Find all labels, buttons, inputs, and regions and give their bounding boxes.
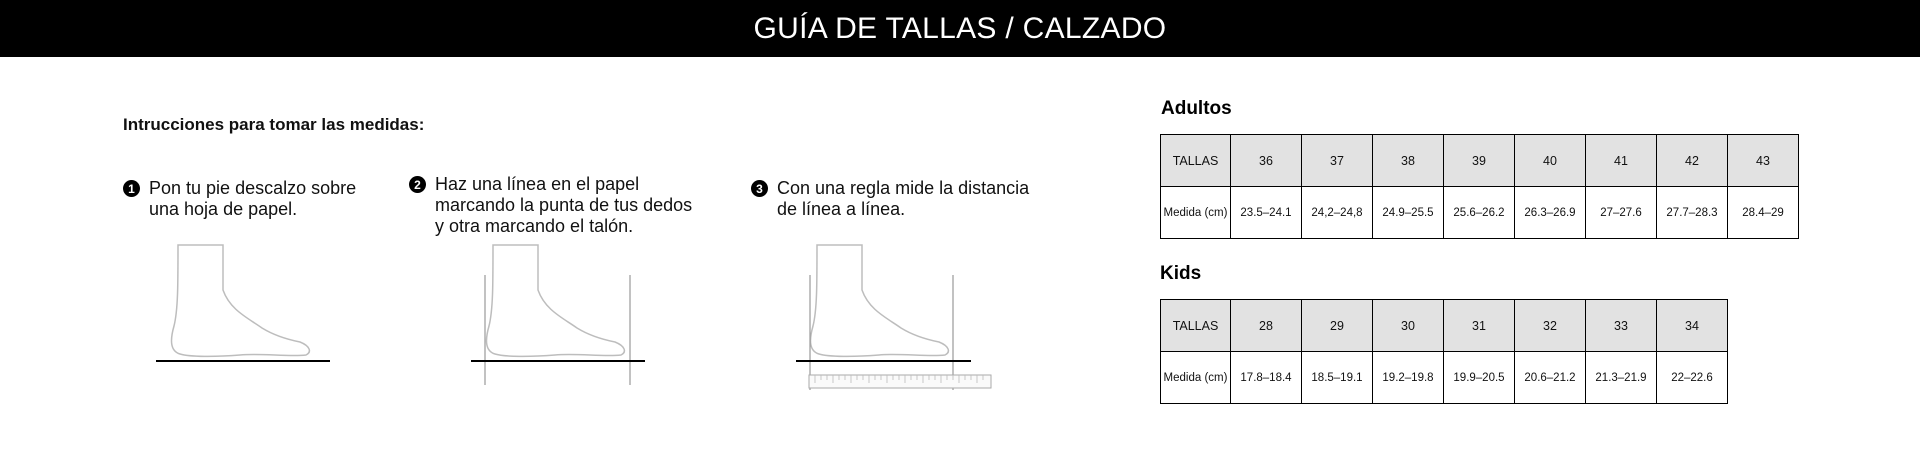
measure-cell: 17.8–18.4 — [1231, 352, 1302, 404]
row-label-measure: Medida (cm) — [1161, 352, 1231, 404]
table-row — [1161, 300, 1728, 352]
measure-cell: 20.6–21.2 — [1515, 352, 1586, 404]
size-cell: 43 — [1728, 135, 1799, 187]
step-line: de línea a línea. — [777, 199, 906, 219]
adults-heading: Adultos — [1161, 98, 1232, 119]
size-cell: 36 — [1231, 135, 1302, 187]
measure-cell: 19.9–20.5 — [1444, 352, 1515, 404]
measure-cell: 27.7–28.3 — [1657, 187, 1728, 239]
foot-with-ruler-icon — [793, 240, 1003, 395]
size-cell: 39 — [1444, 135, 1515, 187]
size-cell: 30 — [1373, 300, 1444, 352]
size-cell: 34 — [1657, 300, 1728, 352]
step-line: Pon tu pie descalzo sobre — [149, 178, 357, 198]
measure-cell: 26.3–26.9 — [1515, 187, 1586, 239]
step-number: 2 — [409, 176, 426, 193]
size-cell: 37 — [1302, 135, 1373, 187]
table-row — [1161, 187, 1799, 239]
adults-size-table — [1160, 134, 1799, 239]
size-cell: 31 — [1444, 300, 1515, 352]
kids-size-table — [1160, 299, 1728, 404]
size-cell: 29 — [1302, 300, 1373, 352]
step-line: Haz una línea en el papel — [435, 174, 640, 194]
table-row — [1161, 352, 1728, 404]
instructions-title: Intrucciones para tomar las medidas: — [123, 115, 425, 134]
measure-cell: 22–22.6 — [1657, 352, 1728, 404]
step-line: Con una regla mide la distancia — [777, 178, 1030, 198]
step-line: marcando la punta de tus dedos — [435, 195, 693, 215]
step-text — [435, 174, 692, 237]
header-banner — [0, 0, 1920, 57]
foot-on-paper-icon — [150, 240, 340, 370]
step-text — [149, 178, 356, 220]
step-number: 1 — [123, 180, 140, 197]
foot-with-lines-icon — [465, 240, 655, 390]
step-3 — [751, 178, 1029, 220]
measure-cell: 18.5–19.1 — [1302, 352, 1373, 404]
size-cell: 41 — [1586, 135, 1657, 187]
row-label-sizes: TALLAS — [1161, 135, 1231, 187]
step-line: una hoja de papel. — [149, 199, 298, 219]
measure-cell: 24,2–24,8 — [1302, 187, 1373, 239]
step-1 — [123, 178, 356, 220]
size-cell: 42 — [1657, 135, 1728, 187]
measure-cell: 23.5–24.1 — [1231, 187, 1302, 239]
measure-cell: 28.4–29 — [1728, 187, 1799, 239]
measure-cell: 25.6–26.2 — [1444, 187, 1515, 239]
measure-cell: 19.2–19.8 — [1373, 352, 1444, 404]
page-title: GUÍA DE TALLAS / CALZADO — [753, 11, 1167, 45]
step-line: y otra marcando el talón. — [435, 216, 634, 236]
step-2 — [409, 174, 692, 237]
size-cell: 28 — [1231, 300, 1302, 352]
size-cell: 38 — [1373, 135, 1444, 187]
size-cell: 40 — [1515, 135, 1586, 187]
row-label-measure: Medida (cm) — [1161, 187, 1231, 239]
table-row — [1161, 135, 1799, 187]
step-text — [777, 178, 1029, 220]
measure-cell: 21.3–21.9 — [1586, 352, 1657, 404]
kids-heading: Kids — [1160, 263, 1202, 284]
measure-cell: 27–27.6 — [1586, 187, 1657, 239]
step-number: 3 — [751, 180, 768, 197]
measure-cell: 24.9–25.5 — [1373, 187, 1444, 239]
row-label-sizes: TALLAS — [1161, 300, 1231, 352]
size-cell: 32 — [1515, 300, 1586, 352]
size-cell: 33 — [1586, 300, 1657, 352]
